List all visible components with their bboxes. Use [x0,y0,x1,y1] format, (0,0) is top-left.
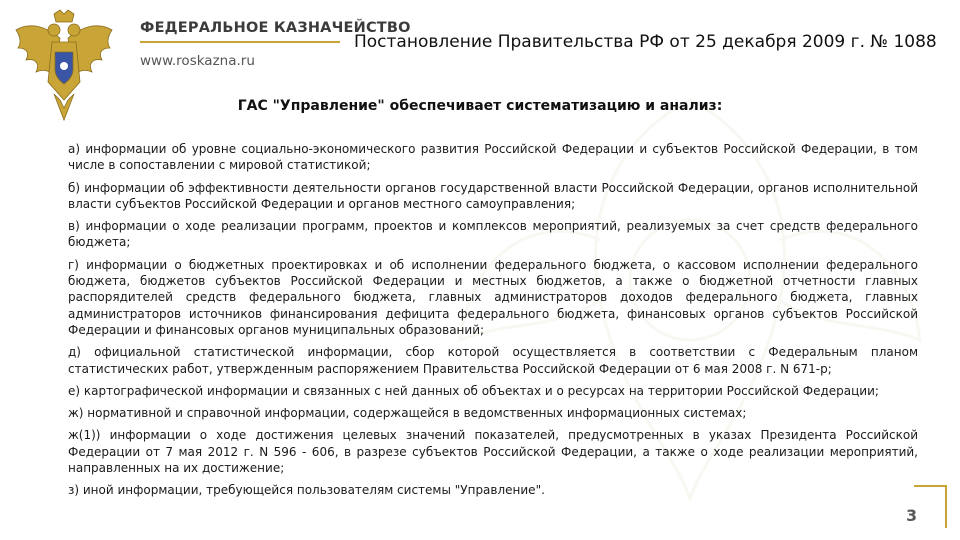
page-number: 3 [906,506,918,525]
org-divider [140,41,340,43]
list-item-b: б) информации об эффективности деятельности органов государственной власти Российской Федерации, органов исполнительной власти субъектов Российской Федерации и органов местного самоуправления; [68,180,918,211]
document-title: Постановление Правительства РФ от 25 декабря 2009 г. № 1088 [354,32,937,52]
list-item-a: а) информации об уровне социально-экономического развития Российской Федерации и субъектов Российской Федерации, в том числе в сопоставлении с мировой статистикой; [68,142,918,173]
list-item-zh: ж) нормативной и справочной информации, содержащейся в ведомственных информационных системах; [68,406,747,421]
section-heading: ГАС "Управление" обеспечивает систематизацию и анализ: [237,98,723,114]
list-item-e: е) картографической информации и связанных с ней данных об объектах и о ресурсах на территории Российской Федерации; [68,383,879,398]
org-name: ФЕДЕРАЛЬНОЕ КАЗНАЧЕЙСТВО [140,20,411,36]
list-item-g: г) информации о бюджетных проектировках и об исполнении федерального бюджета, о кассовом исполнении федерального бюджета, бюджетов субъектов Российской Федерации и местных бюджетов, а также о бюджетной отчетности главных распорядителей средств федерального бюджета, главных администраторов доходов федерального бюджета, главных администраторов источников финансирования дефицита федерального бюджета, финансовых органов субъектов Российской Федерации и финансовых органов муниципальных образований; [68,257,918,337]
org-website: www.roskazna.ru [140,53,255,69]
list-item-d: д) официальной статистической информации, сбор которой осуществляется в соответствии с Федеральным планом статистических работ, утвержденным распоряжением Правительства Российской Федерации от 6 мая 2008 г. N 671-р; [68,345,918,376]
items-list [68,141,918,505]
list-item-v: в) информации о ходе реализации программ, проектов и комплексов мероприятий, реализуемых за счет средств федерального бюджета; [68,219,918,250]
list-item-zh1: ж(1)) информации о ходе достижения целевых значений показателей, предусмотренных в указах Президента Российской Федерации от 7 мая 2012 г. N 596 - 606, в разрезе субъектов Российской Федерации, а также о ходе реализации мероприятий, направленных на их достижение; [68,428,918,476]
list-item-z: з) иной информации, требующейся пользователям системы "Управление". [68,483,545,498]
